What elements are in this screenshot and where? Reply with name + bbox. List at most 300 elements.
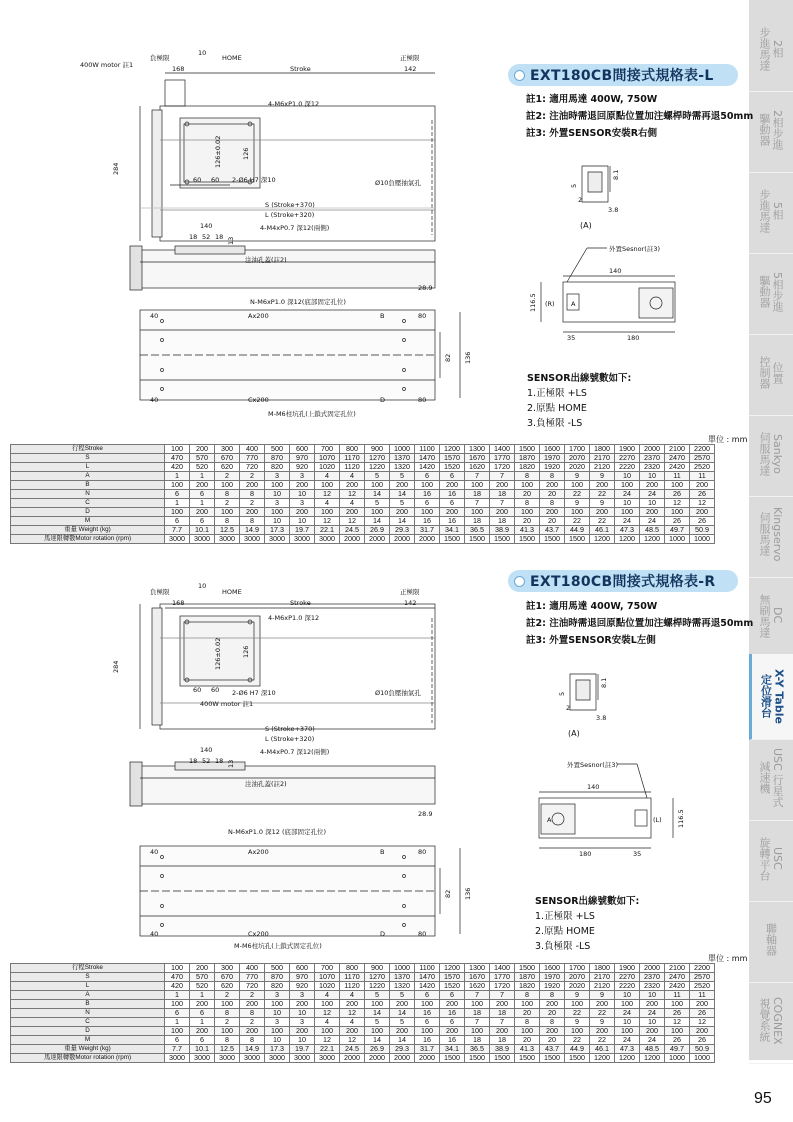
table-cell: 200 bbox=[640, 1027, 665, 1036]
table-cell: 1800 bbox=[590, 445, 615, 454]
table-cell: 6 bbox=[415, 499, 440, 508]
table-cell: 200 bbox=[190, 481, 215, 490]
table-cell: 4 bbox=[340, 1018, 365, 1027]
side-tab-0[interactable] bbox=[749, 6, 793, 92]
table-cell: 6 bbox=[190, 490, 215, 499]
table-cell: 420 bbox=[165, 463, 190, 472]
air-label: Ø10負壓抽氣孔 bbox=[375, 689, 421, 697]
table-cell: 11 bbox=[665, 472, 690, 481]
table-cell: 1700 bbox=[565, 445, 590, 454]
side-tab-4[interactable] bbox=[749, 330, 793, 416]
table-cell: 6 bbox=[165, 1036, 190, 1045]
table-cell: 3 bbox=[265, 991, 290, 1000]
detail-a-R bbox=[556, 670, 626, 740]
table-cell: 100 bbox=[565, 1000, 590, 1009]
dim-126tol: 126±0.02 bbox=[214, 637, 222, 670]
table-cell: 1500 bbox=[465, 1054, 490, 1063]
table-cell: 2270 bbox=[615, 454, 640, 463]
table-cell: 1000 bbox=[665, 535, 690, 544]
table-cell: 100 bbox=[165, 1000, 190, 1009]
dim-d: D bbox=[380, 930, 386, 938]
table-cell: 2 bbox=[240, 1018, 265, 1027]
table-cell: 5 bbox=[390, 472, 415, 481]
side-tab-1[interactable] bbox=[749, 87, 793, 173]
table-cell: 41.3 bbox=[515, 1045, 540, 1054]
table-cell: 8 bbox=[215, 1036, 240, 1045]
table-cell: 200 bbox=[490, 481, 515, 490]
table-cell: 10 bbox=[615, 991, 640, 1000]
table-cell: 19.7 bbox=[290, 1045, 315, 1054]
table-cell: 870 bbox=[265, 454, 290, 463]
table-cell: 29.3 bbox=[390, 526, 415, 535]
table-cell: 7 bbox=[490, 991, 515, 1000]
table-cell: 43.7 bbox=[540, 526, 565, 535]
table-cell: 2 bbox=[240, 472, 265, 481]
table-cell: 14 bbox=[365, 517, 390, 526]
table-cell: 200 bbox=[340, 1027, 365, 1036]
table-cell: 49.7 bbox=[665, 1045, 690, 1054]
table-row bbox=[11, 490, 715, 499]
table-cell: 300 bbox=[215, 445, 240, 454]
table-cell: 16 bbox=[415, 1036, 440, 1045]
sensor-list-R bbox=[535, 894, 639, 954]
table-cell: 1370 bbox=[390, 454, 415, 463]
table-cell: 7 bbox=[490, 499, 515, 508]
table-cell: 18 bbox=[490, 517, 515, 526]
table-cell: 18 bbox=[465, 1036, 490, 1045]
table-cell: 2000 bbox=[340, 1054, 365, 1063]
side-tab-10[interactable] bbox=[749, 816, 793, 902]
table-cell: 900 bbox=[365, 445, 390, 454]
table-cell: 1970 bbox=[540, 973, 565, 982]
table-cell: 3 bbox=[290, 1018, 315, 1027]
sensor-side: (R) bbox=[545, 300, 555, 308]
table-cell: 1470 bbox=[415, 454, 440, 463]
table-cell: 7.7 bbox=[165, 1045, 190, 1054]
table-cell: 18 bbox=[490, 490, 515, 499]
table-cell: 2320 bbox=[640, 982, 665, 991]
row-label: B bbox=[11, 1000, 165, 1009]
table-cell: 46.1 bbox=[590, 1045, 615, 1054]
table-cell: 200 bbox=[440, 508, 465, 517]
table-cell: 2000 bbox=[640, 964, 665, 973]
table-cell: 200 bbox=[490, 1027, 515, 1036]
table-cell: 100 bbox=[415, 1000, 440, 1009]
dim-ax: Ax200 bbox=[248, 312, 269, 320]
table-cell: 1800 bbox=[590, 964, 615, 973]
table-cell: 10 bbox=[615, 472, 640, 481]
table-cell: 1300 bbox=[465, 445, 490, 454]
table-cell: 1500 bbox=[540, 1054, 565, 1063]
table-cell: 1 bbox=[190, 499, 215, 508]
table-cell: 200 bbox=[540, 508, 565, 517]
drawing-top-R bbox=[0, 578, 500, 1008]
dim-18b: 18 bbox=[215, 233, 224, 241]
table-cell: 2000 bbox=[415, 535, 440, 544]
dim-81: 8.1 bbox=[612, 169, 620, 180]
table-cell: 100 bbox=[215, 508, 240, 517]
table-cell: 2170 bbox=[590, 454, 615, 463]
table-cell: 3000 bbox=[315, 535, 340, 544]
table-cell: 470 bbox=[165, 454, 190, 463]
table-cell: 1520 bbox=[440, 982, 465, 991]
dim-60b: 60 bbox=[211, 686, 220, 694]
table-cell: 3000 bbox=[215, 1054, 240, 1063]
table-cell: 3 bbox=[265, 499, 290, 508]
table-cell: 1200 bbox=[440, 964, 465, 973]
table-cell: 570 bbox=[190, 454, 215, 463]
unit-label: 單位 : mm bbox=[708, 435, 748, 444]
table-cell: 8 bbox=[540, 991, 565, 1000]
table-cell: 1200 bbox=[590, 1054, 615, 1063]
table-cell: 24 bbox=[640, 517, 665, 526]
table-cell: 47.3 bbox=[615, 526, 640, 535]
table-cell: 1120 bbox=[340, 463, 365, 472]
section-title-R bbox=[508, 570, 738, 592]
sensor-item-1: 1.正極限 +LS bbox=[535, 911, 595, 922]
table-cell: 12 bbox=[315, 490, 340, 499]
table-cell: 1200 bbox=[615, 535, 640, 544]
dim-60a: 60 bbox=[193, 686, 202, 694]
table-cell: 36.5 bbox=[465, 526, 490, 535]
table-row bbox=[11, 1018, 715, 1027]
table-cell: 1270 bbox=[365, 973, 390, 982]
table-cell: 2 bbox=[215, 1018, 240, 1027]
dim-10: 10 bbox=[198, 49, 207, 57]
side-tab-label: 聯軸器 bbox=[764, 923, 778, 956]
table-cell: 7.7 bbox=[165, 526, 190, 535]
table-cell: 2470 bbox=[665, 973, 690, 982]
table-cell: 22 bbox=[565, 490, 590, 499]
motor-label: 400W motor 註1 bbox=[80, 61, 134, 69]
table-row bbox=[11, 982, 715, 991]
pin-label: 2-Ø6 H7 深10 bbox=[232, 689, 276, 697]
side-tab-5[interactable] bbox=[749, 411, 793, 497]
side-tab-label: Sankyo 伺服馬達 bbox=[758, 431, 784, 476]
table-cell: 100 bbox=[215, 1027, 240, 1036]
note-3: 註3: 外置SENSOR安裝L左側 bbox=[526, 635, 656, 646]
table-cell: 22 bbox=[590, 517, 615, 526]
table-cell: 1500 bbox=[565, 535, 590, 544]
table-cell: 100 bbox=[165, 1027, 190, 1036]
title-text: EXT180CB間接式規格表-L bbox=[530, 68, 714, 84]
notes-L bbox=[526, 91, 753, 142]
table-cell: 16 bbox=[440, 490, 465, 499]
table-cell: 100 bbox=[215, 1000, 240, 1009]
side-tab-6[interactable] bbox=[749, 492, 793, 578]
table-cell: 1170 bbox=[340, 973, 365, 982]
table-cell: 2000 bbox=[640, 445, 665, 454]
table-cell: 100 bbox=[615, 1027, 640, 1036]
row-label: A bbox=[11, 991, 165, 1000]
table-cell: 200 bbox=[340, 1000, 365, 1009]
table-cell: 1100 bbox=[415, 964, 440, 973]
table-cell: 50.9 bbox=[690, 1045, 715, 1054]
table-cell: 100 bbox=[565, 508, 590, 517]
table-cell: 100 bbox=[415, 481, 440, 490]
table-cell: 200 bbox=[440, 1000, 465, 1009]
dim-13: 13 bbox=[227, 759, 235, 768]
nm6-label: N-M6xP1.0 深12 (底部固定孔位) bbox=[228, 828, 327, 836]
note-2: 註2: 注油時需退回原點位置加注螺桿時需再退50mm bbox=[526, 618, 754, 629]
table-cell: 44.9 bbox=[565, 1045, 590, 1054]
table-cell: 1070 bbox=[315, 454, 340, 463]
side-tab-label: Kingservo 伺服馬達 bbox=[758, 507, 784, 562]
table-cell: 1700 bbox=[565, 964, 590, 973]
table-cell: 200 bbox=[390, 508, 415, 517]
dim-18: 18 bbox=[189, 757, 198, 765]
table-cell: 5 bbox=[365, 991, 390, 1000]
table-cell: 6 bbox=[190, 1009, 215, 1018]
table-cell: 1820 bbox=[515, 463, 540, 472]
table-cell: 2120 bbox=[590, 463, 615, 472]
l-len: L (Stroke+320) bbox=[265, 735, 315, 743]
side-tab-12[interactable] bbox=[749, 978, 793, 1064]
table-row bbox=[11, 1009, 715, 1018]
table-cell: 16 bbox=[415, 1009, 440, 1018]
side-tab-label: USC 旋轉平台 bbox=[758, 836, 784, 881]
dim-289: 28.9 bbox=[418, 810, 433, 818]
table-cell: 7 bbox=[465, 499, 490, 508]
table-cell: 20 bbox=[515, 490, 540, 499]
dim-home: HOME bbox=[222, 588, 242, 596]
dim-35: 35 bbox=[567, 334, 576, 342]
dim-1165: 116.5 bbox=[677, 809, 685, 828]
bullet-icon bbox=[514, 70, 525, 81]
table-cell: 8 bbox=[540, 499, 565, 508]
table-cell: 11 bbox=[690, 991, 715, 1000]
table-cell: 600 bbox=[290, 964, 315, 973]
spec-table-R bbox=[10, 963, 715, 1063]
table-cell: 18 bbox=[465, 490, 490, 499]
table-cell: 20 bbox=[540, 1009, 565, 1018]
dim-18b: 18 bbox=[215, 757, 224, 765]
table-cell: 200 bbox=[590, 1000, 615, 1009]
table-cell: 2420 bbox=[665, 982, 690, 991]
table-cell: 100 bbox=[615, 481, 640, 490]
mm6-label: M-M6柱坑孔(上鎖式固定孔位) bbox=[234, 942, 322, 950]
side-tab-3[interactable] bbox=[749, 249, 793, 335]
table-cell: 1000 bbox=[390, 964, 415, 973]
table-cell: 200 bbox=[340, 508, 365, 517]
dim-neg-limit: 負極限 bbox=[150, 588, 170, 596]
table-cell: 1870 bbox=[515, 454, 540, 463]
dim-18: 18 bbox=[189, 233, 198, 241]
table-cell: 22 bbox=[565, 1009, 590, 1018]
table-cell: 49.7 bbox=[665, 526, 690, 535]
table-cell: 4 bbox=[340, 499, 365, 508]
table-cell: 2570 bbox=[690, 973, 715, 982]
table-cell: 10.1 bbox=[190, 526, 215, 535]
table-cell: 8 bbox=[240, 1036, 265, 1045]
side-tab-7[interactable] bbox=[749, 573, 793, 659]
sensor-heading: SENSOR出線號數如下: bbox=[527, 373, 632, 384]
table-row bbox=[11, 535, 715, 544]
table-cell: 5 bbox=[390, 1018, 415, 1027]
table-cell: 24.5 bbox=[340, 1045, 365, 1054]
table-cell: 10 bbox=[640, 1018, 665, 1027]
table-cell: 20 bbox=[540, 1036, 565, 1045]
table-cell: 500 bbox=[265, 445, 290, 454]
table-cell: 1970 bbox=[540, 454, 565, 463]
dim-40b: 40 bbox=[150, 396, 159, 404]
table-cell: 520 bbox=[190, 982, 215, 991]
dim-140: 140 bbox=[200, 746, 213, 754]
dim-2: 2 bbox=[578, 196, 583, 204]
table-cell: 22 bbox=[590, 1036, 615, 1045]
table-cell: 1420 bbox=[415, 982, 440, 991]
table-cell: 200 bbox=[540, 1000, 565, 1009]
dim-40: 40 bbox=[150, 848, 159, 856]
table-cell: 1870 bbox=[515, 973, 540, 982]
table-cell: 1200 bbox=[640, 535, 665, 544]
table-cell: 770 bbox=[240, 454, 265, 463]
table-cell: 100 bbox=[165, 508, 190, 517]
table-cell: 100 bbox=[365, 1000, 390, 1009]
table-cell: 2 bbox=[215, 472, 240, 481]
table-cell: 6 bbox=[165, 1009, 190, 1018]
table-cell: 200 bbox=[640, 508, 665, 517]
sensor-item-1: 1.正極限 +LS bbox=[527, 388, 587, 399]
table-cell: 3000 bbox=[190, 1054, 215, 1063]
table-cell: 22.1 bbox=[315, 526, 340, 535]
table-cell: 1 bbox=[165, 472, 190, 481]
table-cell: 200 bbox=[540, 1027, 565, 1036]
table-cell: 1 bbox=[190, 991, 215, 1000]
table-cell: 1500 bbox=[440, 535, 465, 544]
table-cell: 2370 bbox=[640, 973, 665, 982]
table-cell: 2000 bbox=[415, 1054, 440, 1063]
table-cell: 31.7 bbox=[415, 526, 440, 535]
dim-80b: 80 bbox=[418, 396, 427, 404]
table-cell: 3000 bbox=[290, 1054, 315, 1063]
dim-35: 35 bbox=[633, 850, 642, 858]
table-cell: 400 bbox=[240, 445, 265, 454]
table-cell: 700 bbox=[315, 445, 340, 454]
m4-label: 4-M4xP0.7 深12(兩側) bbox=[260, 748, 330, 756]
table-cell: 1100 bbox=[415, 445, 440, 454]
table-cell: 870 bbox=[265, 973, 290, 982]
table-cell: 4 bbox=[315, 499, 340, 508]
table-cell: 6 bbox=[440, 1018, 465, 1027]
row-label: L bbox=[11, 463, 165, 472]
note-1: 註1: 適用馬達 400W, 750W bbox=[526, 601, 658, 612]
table-cell: 34.1 bbox=[440, 526, 465, 535]
l-len: L (Stroke+320) bbox=[265, 211, 315, 219]
table-row bbox=[11, 1054, 715, 1063]
table-cell: 200 bbox=[490, 1000, 515, 1009]
table-cell: 8 bbox=[240, 517, 265, 526]
table-cell: 43.7 bbox=[540, 1045, 565, 1054]
side-tab-8[interactable] bbox=[749, 654, 793, 740]
table-cell: 10 bbox=[290, 1036, 315, 1045]
table-cell: 520 bbox=[190, 463, 215, 472]
table-cell: 10.1 bbox=[190, 1045, 215, 1054]
table-cell: 47.3 bbox=[615, 1045, 640, 1054]
dim-home: HOME bbox=[222, 54, 242, 62]
air-label: Ø10負壓抽氣孔 bbox=[375, 179, 421, 187]
table-cell: 100 bbox=[165, 445, 190, 454]
table-cell: 50.9 bbox=[690, 526, 715, 535]
table-cell: 100 bbox=[515, 1000, 540, 1009]
dim-2: 2 bbox=[566, 704, 571, 712]
side-tab-label: DC 無刷馬達 bbox=[758, 593, 784, 638]
table-cell: 10 bbox=[615, 1018, 640, 1027]
side-tab-11[interactable] bbox=[749, 897, 793, 983]
table-cell: 10 bbox=[640, 499, 665, 508]
table-cell: 1600 bbox=[540, 964, 565, 973]
table-cell: 1200 bbox=[640, 1054, 665, 1063]
table-cell: 1020 bbox=[315, 982, 340, 991]
table-cell: 970 bbox=[290, 454, 315, 463]
table-cell: 300 bbox=[215, 964, 240, 973]
row-label: 行程Stroke bbox=[11, 964, 165, 973]
table-cell: 8 bbox=[540, 1018, 565, 1027]
s-len: S (Stroke+370) bbox=[265, 725, 315, 733]
table-cell: 200 bbox=[190, 508, 215, 517]
table-cell: 100 bbox=[415, 1027, 440, 1036]
dim-b: B bbox=[380, 312, 385, 320]
detail-label: (A) bbox=[580, 221, 592, 230]
row-label: 重量 Weight (kg) bbox=[11, 1045, 165, 1054]
side-tab-2[interactable] bbox=[749, 168, 793, 254]
dim-126: 126 bbox=[242, 645, 250, 658]
table-cell: 2520 bbox=[690, 463, 715, 472]
table-cell: 100 bbox=[315, 1000, 340, 1009]
side-tab-label: USC 行星式 減速機 bbox=[758, 747, 784, 808]
table-cell: 12 bbox=[340, 490, 365, 499]
table-cell: 12 bbox=[315, 1036, 340, 1045]
table-cell: 2000 bbox=[340, 535, 365, 544]
table-cell: 1400 bbox=[490, 445, 515, 454]
table-cell: 8 bbox=[240, 490, 265, 499]
motor-label: 400W motor 註1 bbox=[200, 700, 254, 708]
table-cell: 1900 bbox=[615, 445, 640, 454]
side-tab-9[interactable] bbox=[749, 735, 793, 821]
table-cell: 22 bbox=[565, 517, 590, 526]
table-cell: 22 bbox=[590, 1009, 615, 1018]
table-cell: 2 bbox=[215, 499, 240, 508]
table-cell: 36.5 bbox=[465, 1045, 490, 1054]
table-cell: 12 bbox=[315, 1009, 340, 1018]
table-cell: 100 bbox=[165, 481, 190, 490]
table-cell: 9 bbox=[565, 499, 590, 508]
table-cell: 100 bbox=[665, 1027, 690, 1036]
table-cell: 8 bbox=[515, 472, 540, 481]
table-cell: 720 bbox=[240, 463, 265, 472]
side-tab-label: 位置 控制器 bbox=[758, 356, 784, 389]
dim-284: 284 bbox=[112, 660, 120, 673]
row-label: L bbox=[11, 982, 165, 991]
dim-52: 52 bbox=[202, 757, 211, 765]
table-cell: 1000 bbox=[390, 445, 415, 454]
table-cell: 1570 bbox=[440, 454, 465, 463]
table-cell: 48.5 bbox=[640, 1045, 665, 1054]
bullet-icon bbox=[514, 576, 525, 587]
row-label: 重量 Weight (kg) bbox=[11, 526, 165, 535]
table-cell: 1000 bbox=[690, 535, 715, 544]
dim-140: 140 bbox=[587, 783, 600, 791]
row-label: D bbox=[11, 508, 165, 517]
row-label: 馬達限轉數Motor rotation (rpm) bbox=[11, 1054, 165, 1063]
dim-cx: Cx200 bbox=[248, 396, 269, 404]
table-cell: 200 bbox=[590, 508, 615, 517]
dim-d: D bbox=[380, 396, 386, 404]
table-cell: 8 bbox=[240, 1009, 265, 1018]
table-cell: 200 bbox=[240, 1000, 265, 1009]
table-cell: 2470 bbox=[665, 454, 690, 463]
table-cell: 8 bbox=[540, 472, 565, 481]
